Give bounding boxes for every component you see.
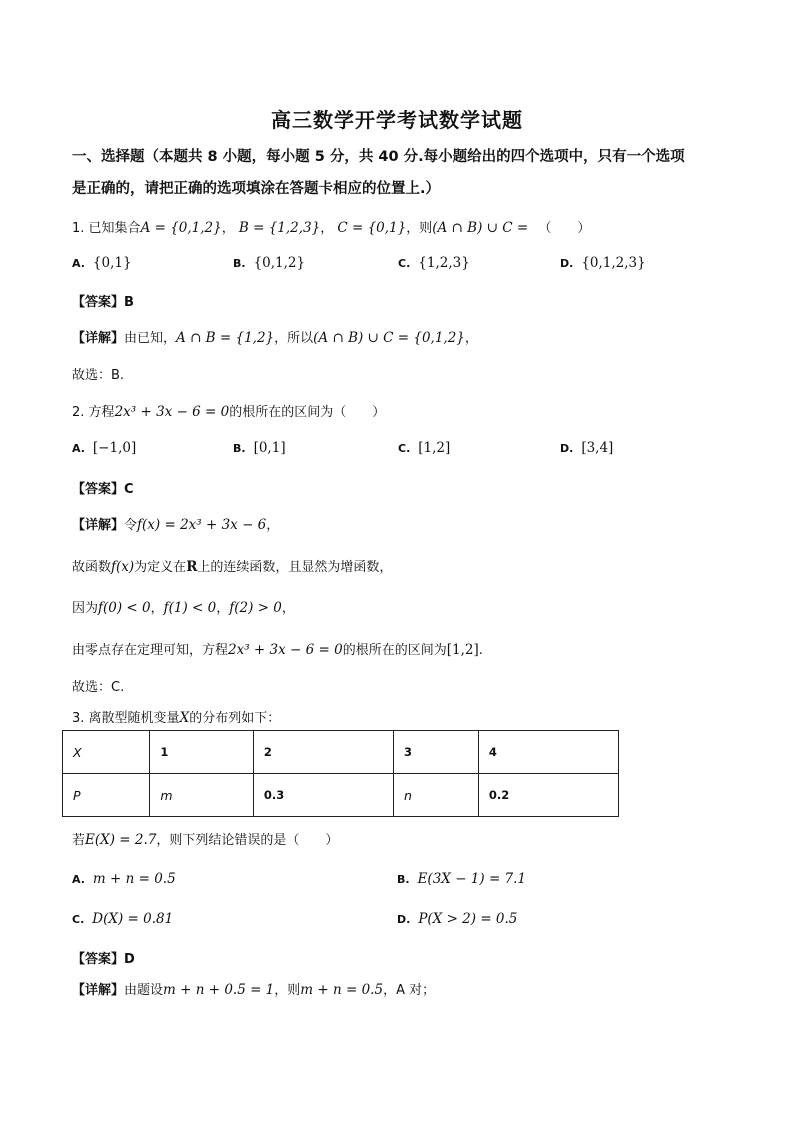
q1-detail-math-1: A ∩ B = {1,2} — [176, 330, 275, 346]
q3-stem: 3. 离散型随机变量X的分布列如下： — [72, 710, 281, 726]
q1-option-b: B. {0,1,2} — [233, 255, 306, 271]
distribution-table — [62, 730, 619, 817]
q2-number: 2. — [72, 405, 85, 420]
table-cell: P — [63, 774, 150, 817]
q1-set-b: B = {1,2,3} — [238, 220, 321, 236]
q1-stem: 1. 已知集合A = {0,1,2}， B = {1,2,3}， C = {0,1}，则(A ∩ B) ∪ C = （ ） — [72, 220, 591, 236]
q3-option-a: A. m + n = 0.5 — [72, 871, 176, 887]
q2-option-c: C. [1,2] — [398, 440, 451, 456]
page-title: 高三数学开学考试数学试题 — [271, 108, 523, 132]
q3-option-b: B. E(3X − 1) = 7.1 — [397, 871, 527, 887]
table-cell: n — [394, 774, 479, 817]
q2-choose: 故选：C. — [72, 680, 125, 695]
section-heading-line1: 一、选择题（本题共 8 小题，每小题 5 分，共 40 分.每小题给出的四个选项中，只有一个选项 — [72, 149, 685, 165]
q2-detail-label: 【详解】 — [72, 518, 125, 533]
q1-detail: 【详解】由已知，A ∩ B = {1,2}，所以(A ∩ B) ∪ C = {0,1,2}， — [72, 330, 478, 346]
q1-option-c: C. {1,2,3} — [398, 255, 470, 271]
q1-stem-text-2: ，则 — [406, 221, 433, 236]
q2-option-b: B. [0,1] — [233, 440, 286, 456]
q2-equation: 2x³ + 3x − 6 = 0 — [114, 404, 230, 420]
q3-condition: 若E(X) = 2.7，则下列结论错误的是（ ） — [72, 832, 339, 848]
q1-stem-text: 已知集合 — [88, 221, 141, 236]
table-cell: X — [63, 731, 150, 774]
q2-detail-line2: 故函数f(x)为定义在R上的连续函数，且显然为增函数， — [72, 559, 393, 575]
q2-option-a: A. [−1,0] — [72, 440, 137, 456]
table-cell: 2 — [253, 731, 393, 774]
q2-function-def: f(x) = 2x³ + 3x − 6 — [137, 517, 267, 533]
table-cell: 4 — [478, 731, 618, 774]
q1-option-d: D. {0,1,2,3} — [560, 255, 646, 271]
table-cell: 3 — [394, 731, 479, 774]
table-cell: 0.3 — [253, 774, 393, 817]
table-cell: 1 — [150, 731, 254, 774]
q2-detail-line3: 因为f(0) < 0，f(1) < 0，f(2) > 0， — [72, 600, 295, 616]
q2-answer: 【答案】C — [72, 482, 134, 497]
q1-expression: (A ∩ B) ∪ C = — [432, 220, 529, 236]
q3-option-d: D. P(X > 2) = 0.5 — [397, 911, 518, 927]
q1-set-c: C = {0,1} — [337, 220, 407, 236]
section-heading-line2: 是正确的，请把正确的选项填涂在答题卡相应的位置上.） — [72, 181, 441, 197]
q3-option-c: C. D(X) = 0.81 — [72, 911, 174, 927]
q2-detail-line4: 由零点存在定理可知，方程2x³ + 3x − 6 = 0的根所在的区间为[1,2]. — [72, 642, 483, 658]
q2-detail-line1: 【详解】令f(x) = 2x³ + 3x − 6， — [72, 517, 280, 533]
q1-set-a: A = {0,1,2} — [140, 220, 222, 236]
q1-detail-label: 【详解】 — [72, 331, 125, 346]
q1-choose: 故选：B. — [72, 368, 125, 383]
table-cell: m — [150, 774, 254, 817]
table-row — [63, 774, 619, 817]
q1-number: 1. — [72, 221, 85, 236]
q1-answer-blank: （ ） — [538, 221, 591, 236]
q3-detail-label: 【详解】 — [72, 983, 125, 998]
q1-option-a: A. {0,1} — [72, 255, 132, 271]
table-cell: 0.2 — [478, 774, 618, 817]
table-row — [63, 731, 619, 774]
q3-number: 3. — [72, 711, 85, 726]
q3-detail: 【详解】由题设m + n + 0.5 = 1，则m + n = 0.5，A 对； — [72, 982, 436, 998]
q3-answer: 【答案】D — [72, 952, 135, 967]
q2-option-d: D. [3,4] — [560, 440, 614, 456]
q1-answer: 【答案】B — [72, 295, 134, 310]
q2-stem: 2. 方程2x³ + 3x − 6 = 0的根所在的区间为（ ） — [72, 404, 386, 420]
q1-detail-math-2: (A ∩ B) ∪ C = {0,1,2} — [313, 330, 465, 346]
